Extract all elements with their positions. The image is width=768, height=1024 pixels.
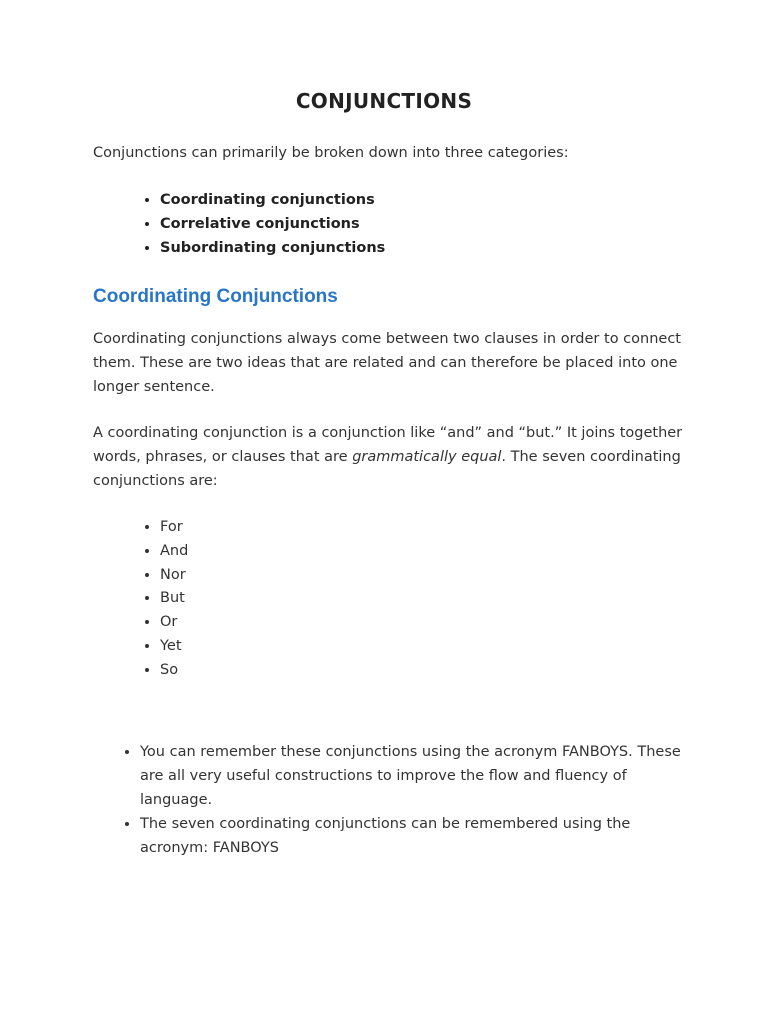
list-item: • Correlative conjunctions bbox=[160, 212, 385, 236]
list-item: • You can remember these conjunctions using the acronym FANBOYS. These are all very useful constructions to improve the flow and fluency of language. bbox=[140, 740, 700, 812]
paragraph-text: A coordinating conjunction is a conjunction like “and” and “but.” It joins together words, phrases, or clauses that are bbox=[93, 425, 683, 465]
list-item: • Subordinating conjunctions bbox=[160, 236, 385, 260]
list-item: • For bbox=[160, 516, 188, 540]
page-title: CONJUNCTIONS bbox=[295, 89, 473, 113]
notes-list bbox=[115, 740, 700, 860]
list-item: • But bbox=[160, 587, 188, 611]
category-list bbox=[135, 188, 385, 260]
list-item: • Nor bbox=[160, 564, 188, 588]
list-item: • So bbox=[160, 659, 188, 683]
list-item: • And bbox=[160, 540, 188, 564]
paragraph-definition: Coordinating conjunctions always come between two clauses in order to connect them. These are two ideas that are related and can therefore be placed into one longer sentence. bbox=[93, 331, 681, 395]
list-item: • Coordinating conjunctions bbox=[160, 188, 385, 212]
list-item: • The seven coordinating conjunctions can be remembered using the acronym: FANBOYS bbox=[140, 812, 700, 860]
section-heading: Coordinating Conjunctions bbox=[93, 286, 338, 307]
paragraph-text: . The seven coordinating conjunctions are: bbox=[93, 449, 681, 489]
intro-paragraph: Conjunctions can primarily be broken down into three categories: bbox=[93, 145, 569, 161]
emphasis-text: grammatically equal bbox=[352, 449, 502, 465]
paragraph-examples bbox=[93, 421, 683, 493]
list-item: • Or bbox=[160, 611, 188, 635]
fanboys-list bbox=[135, 516, 188, 683]
list-item: • Yet bbox=[160, 635, 188, 659]
